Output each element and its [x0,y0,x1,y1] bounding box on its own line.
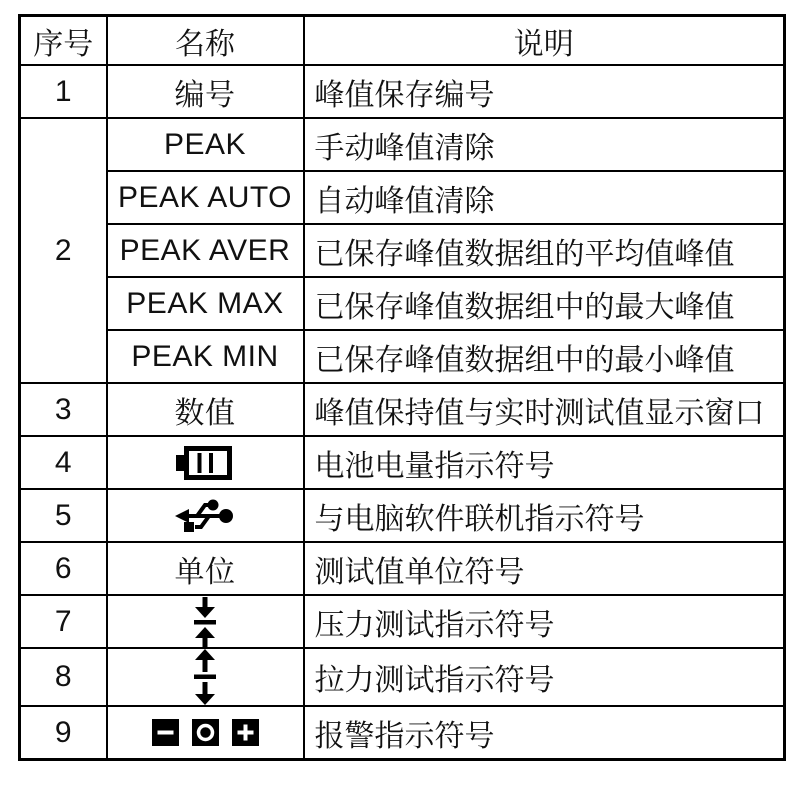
table-row [20,118,785,171]
battery-level-icon [176,444,234,482]
row-number-cell: 8 [20,648,107,706]
name-cell [107,595,304,648]
name-cell: PEAK [107,118,304,171]
column-header-name: 名称 [107,16,304,66]
name-cell [107,436,304,489]
description-cell: 压力测试指示符号 [304,595,785,648]
name-cell [107,706,304,760]
row-number-cell: 2 [20,118,107,383]
table-row [20,648,785,706]
row-number-cell: 1 [20,65,107,118]
name-cell: PEAK MAX [107,277,304,330]
name-cell [107,648,304,706]
name-cell: 单位 [107,542,304,595]
description-cell: 已保存峰值数据组中的最小峰值 [304,330,785,383]
table-row [20,171,785,224]
name-cell: PEAK MIN [107,330,304,383]
description-cell: 拉力测试指示符号 [304,648,785,706]
alarm-plus-icon [232,719,259,746]
description-cell: 峰值保持值与实时测试值显示窗口 [304,383,785,436]
alarm-minus-icon [152,719,179,746]
description-cell: 手动峰值清除 [304,118,785,171]
name-cell: PEAK AVER [107,224,304,277]
header-row [20,16,785,66]
description-cell: 电池电量指示符号 [304,436,785,489]
description-cell: 已保存峰值数据组的平均值峰值 [304,224,785,277]
symbol-legend-table [18,14,786,761]
description-cell: 与电脑软件联机指示符号 [304,489,785,542]
name-cell: 编号 [107,65,304,118]
row-number-cell: 7 [20,595,107,648]
tension-arrows-icon [192,649,218,705]
description-cell: 峰值保存编号 [304,65,785,118]
table-row [20,489,785,542]
name-cell [107,489,304,542]
row-number-cell: 9 [20,706,107,760]
alarm-indicators-icon [108,707,303,758]
row-number-cell: 3 [20,383,107,436]
row-number-cell: 5 [20,489,107,542]
table-row [20,436,785,489]
name-cell: 数值 [107,383,304,436]
description-cell: 报警指示符号 [304,706,785,760]
description-cell: 已保存峰值数据组中的最大峰值 [304,277,785,330]
description-cell: 测试值单位符号 [304,542,785,595]
description-cell: 自动峰值清除 [304,171,785,224]
alarm-ok-icon [192,719,219,746]
table-row [20,542,785,595]
name-cell: PEAK AUTO [107,171,304,224]
column-header-number: 序号 [20,16,107,66]
row-number-cell: 6 [20,542,107,595]
table-row [20,330,785,383]
table-row [20,383,785,436]
usb-connection-icon [175,495,235,537]
row-number-cell: 4 [20,436,107,489]
table-row [20,224,785,277]
table-row [20,65,785,118]
compression-arrows-icon [192,597,218,647]
column-header-description: 说明 [304,16,785,66]
table-row [20,277,785,330]
table-row [20,595,785,648]
table-row [20,706,785,760]
